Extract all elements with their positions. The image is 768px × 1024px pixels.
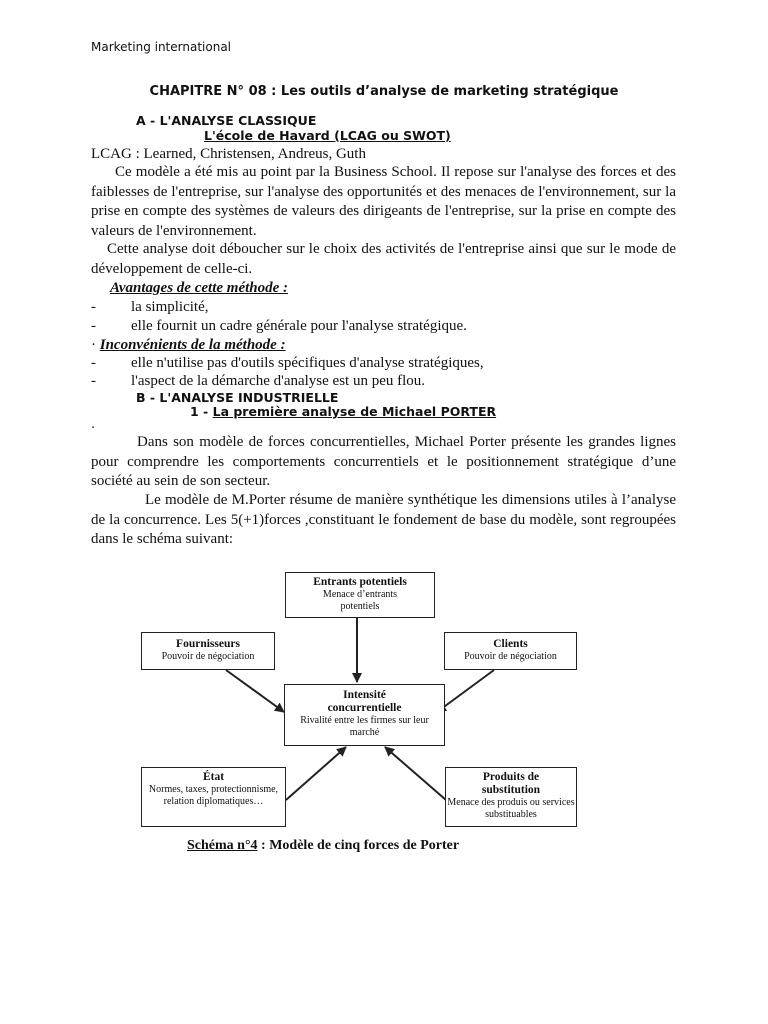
paragraph-analyse: Cette analyse doit déboucher sur le choix des activités de l'entreprise ainsi que sur le mode de développement de celle-ci. (91, 241, 676, 277)
figure-caption: Schéma n°4 : Modèle de cinq forces de Porter (187, 838, 460, 853)
list-item: - elle n'utilise pas d'outils spécifiques d'analyse stratégiques, (91, 355, 484, 371)
porter-subheading: 1 - La première analyse de Michael PORTER (190, 404, 497, 419)
box-produits-substitution: Produits de substitution Menace des produis ou services substituables (445, 767, 577, 827)
list-item: - la simplicité, (91, 299, 209, 315)
box-intensite-concurrentielle: Intensité concurrentielle Rivalité entre les firmes sur leur marché (284, 684, 445, 746)
chapter-title: CHAPITRE N° 08 : Les outils d’analyse de marketing stratégique (149, 84, 619, 99)
paragraph-porter-intro: Dans son modèle de forces concurrentielles, Michael Porter présente les grandes lignes pour comprendre les comportements concurrentiels et le positionnement stratégique d’une société au sein de son secteur. (91, 434, 676, 489)
ecole-heading: L'école de Havard (LCAG ou SWOT) (204, 128, 451, 143)
paragraph-swot: Ce modèle a été mis au point par la Business School. Il repose sur l'analyse des forces et des faiblesses de l'entreprise, sur l'analyse des opportunités et des menaces de l'environnement, sur la prise en compte des systèmes de valeurs des dirigeants de l'entreprise, sur la prise en compte des valeurs de l'environnement. (91, 164, 676, 239)
arrow-clients (437, 670, 494, 712)
box-clients: Clients Pouvoir de négociation (444, 632, 577, 670)
stray-dot: . (91, 417, 96, 432)
list-item: - l'aspect de la démarche d'analyse est un peu flou. (91, 373, 426, 389)
arrow-produits (385, 747, 446, 800)
box-entrants-potentiels: Entrants potentiels Menace d’entrants potentiels (285, 572, 435, 618)
running-header: Marketing international (91, 40, 232, 54)
arrow-fournisseurs (226, 670, 284, 712)
list-item: - elle fournit un cadre générale pour l'analyse stratégique. (91, 318, 467, 334)
section-b-heading: B - L'ANALYSE INDUSTRIELLE (136, 390, 339, 405)
box-etat: État Normes, taxes, protectionnisme, relation diplomatiques… (141, 767, 286, 827)
paragraph-porter-model: Le modèle de M.Porter résume de manière synthétique les dimensions utiles à l’analyse de la concurrence. Les 5(+1)forces ,constituant le fondement de base du modèle, sont regroupées dans le schéma suivant: (91, 492, 676, 547)
box-fournisseurs: Fournisseurs Pouvoir de négociation (141, 632, 275, 670)
avantages-title: Avantages de cette méthode : (110, 280, 289, 296)
lcag-line: LCAG : Learned, Christensen, Andreus, Guth (91, 146, 366, 162)
arrow-etat (286, 747, 346, 800)
section-a-heading: A - L'ANALYSE CLASSIQUE (136, 113, 317, 128)
inconvenients-title: · Inconvénients de la méthode : (91, 337, 286, 353)
